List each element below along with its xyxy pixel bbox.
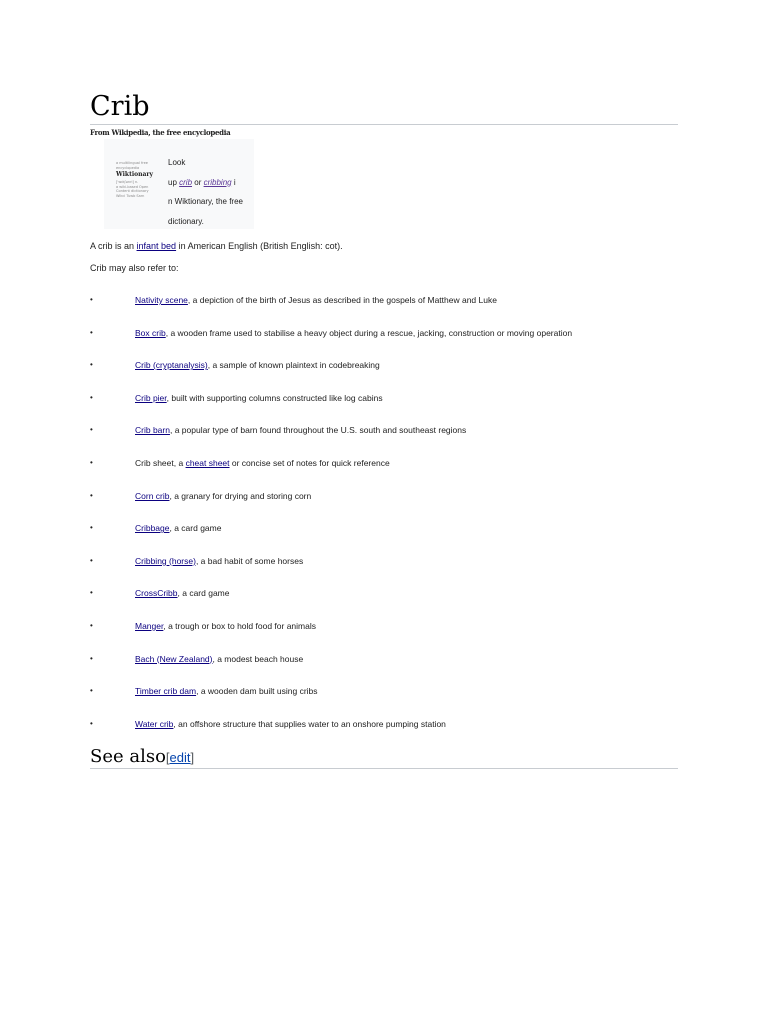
- edit-section: [166, 750, 194, 765]
- wiktionary-logo-sub-3: Wikci Tuwb Sarn: [116, 193, 145, 198]
- bullet-icon: •: [90, 686, 93, 696]
- item-post: , a modest beach house: [212, 653, 304, 664]
- edit-bracket-close: ]: [190, 750, 195, 765]
- item-link[interactable]: Manger: [135, 620, 164, 631]
- bullet-icon: •: [90, 620, 93, 630]
- bullet-icon: •: [90, 555, 93, 565]
- item-pre: Crib sheet, a: [135, 457, 186, 468]
- item-post: , a depiction of the birth of Jesus as described in the gospels of Matthew and Luke: [187, 295, 497, 305]
- item-post: , a trough or box to hold food for animals: [163, 620, 316, 631]
- item-post: , a wooden dam built using cribs: [196, 686, 318, 697]
- wiktionary-up: up: [168, 177, 180, 187]
- edit-link[interactable]: edit: [169, 750, 191, 765]
- wiktionary-logo-sub-1: a wiki-based Open: [116, 184, 149, 189]
- item-link[interactable]: Cribbing (horse): [135, 555, 196, 566]
- bullet-icon: •: [90, 653, 93, 663]
- wiktionary-link-cribbing[interactable]: cribbing: [203, 177, 232, 187]
- item-post: , built with supporting columns constructed like log cabins: [166, 392, 383, 403]
- wiktionary-link-crib[interactable]: crib: [179, 177, 193, 187]
- bullet-icon: •: [90, 425, 93, 435]
- title-divider: [90, 124, 678, 125]
- item-link[interactable]: Crib (cryptanalysis): [135, 360, 208, 371]
- bullet-icon: •: [90, 360, 93, 370]
- item-post: , a card game: [177, 588, 230, 599]
- also-refer-text: Crib may also refer to:: [90, 263, 179, 273]
- infant-bed-link[interactable]: infant bed: [136, 241, 177, 251]
- wiktionary-rest-1: n Wiktionary, the free: [168, 197, 243, 206]
- wiktionary-logo-pron: [ˈwɪkʃənri] n.: [116, 180, 139, 184]
- bullet-icon: •: [90, 588, 93, 598]
- item-link[interactable]: Nativity scene: [135, 295, 188, 305]
- item-link[interactable]: Bach (New Zealand): [135, 653, 213, 664]
- wiktionary-logo-name: Wiktionary: [116, 171, 154, 178]
- item-link[interactable]: CrossCribb: [135, 588, 178, 599]
- wiktionary-look: Look: [168, 158, 186, 167]
- bullet-icon: •: [90, 327, 93, 337]
- item-link[interactable]: cheat sheet: [185, 457, 230, 468]
- item-link[interactable]: Timber crib dam: [135, 686, 197, 697]
- wiktionary-in: i: [231, 177, 236, 187]
- bullet-icon: •: [90, 457, 93, 467]
- item-post: , a granary for drying and storing corn: [169, 490, 312, 501]
- see-also-divider: [90, 768, 678, 769]
- wiktionary-logo-tiny-1: a multilingual free: [116, 161, 148, 165]
- wiktionary-logo-sub-2: Content dictionary: [116, 189, 149, 193]
- wiktionary-rest-2: dictionary.: [168, 216, 204, 226]
- wiktionary-text: [168, 153, 246, 231]
- item-post: , a wooden frame used to stabilise a heavy object during a rescue, jacking, construction or moving operation: [165, 327, 573, 338]
- wiktionary-logo-tiny-2: encyclopedia: [116, 165, 140, 170]
- intro-pre: A crib is an: [90, 241, 137, 251]
- bullet-icon: •: [90, 718, 93, 728]
- item-post: , a popular type of barn found throughout the U.S. south and southeast regions: [169, 425, 467, 436]
- item-link[interactable]: Crib barn: [135, 425, 170, 436]
- item-post: , a bad habit of some horses: [195, 555, 304, 566]
- item-post: , an offshore structure that supplies water to an onshore pumping station: [173, 718, 446, 729]
- edit-bracket-open: [: [165, 750, 170, 765]
- bullet-icon: •: [90, 523, 93, 533]
- item-link[interactable]: Box crib: [135, 327, 166, 338]
- intro-paragraph: [90, 240, 343, 252]
- item-link[interactable]: Water crib: [135, 718, 174, 729]
- item-post: or concise set of notes for quick reference: [229, 457, 390, 468]
- item-link[interactable]: Crib pier: [135, 392, 167, 403]
- intro-post: in American English (British English: cot).: [176, 241, 343, 251]
- site-tagline: From Wikipedia, the free encyclopedia: [90, 128, 231, 137]
- see-also-title: See also: [90, 746, 166, 767]
- wiktionary-box: [104, 139, 254, 229]
- item-post: , a card game: [169, 523, 222, 534]
- bullet-icon: •: [90, 392, 93, 402]
- item-post: , a sample of known plaintext in codebreaking: [207, 360, 380, 371]
- wiktionary-or: or: [192, 177, 204, 187]
- bullet-icon: •: [90, 490, 93, 500]
- see-also-heading: [90, 745, 194, 770]
- wiktionary-logo-icon: [116, 161, 168, 198]
- item-link[interactable]: Cribbage: [135, 523, 170, 534]
- page-title: Crib: [90, 91, 150, 122]
- bullet-icon: •: [90, 295, 93, 304]
- wiktionary-line-2: [168, 173, 246, 193]
- item-link[interactable]: Corn crib: [135, 490, 170, 501]
